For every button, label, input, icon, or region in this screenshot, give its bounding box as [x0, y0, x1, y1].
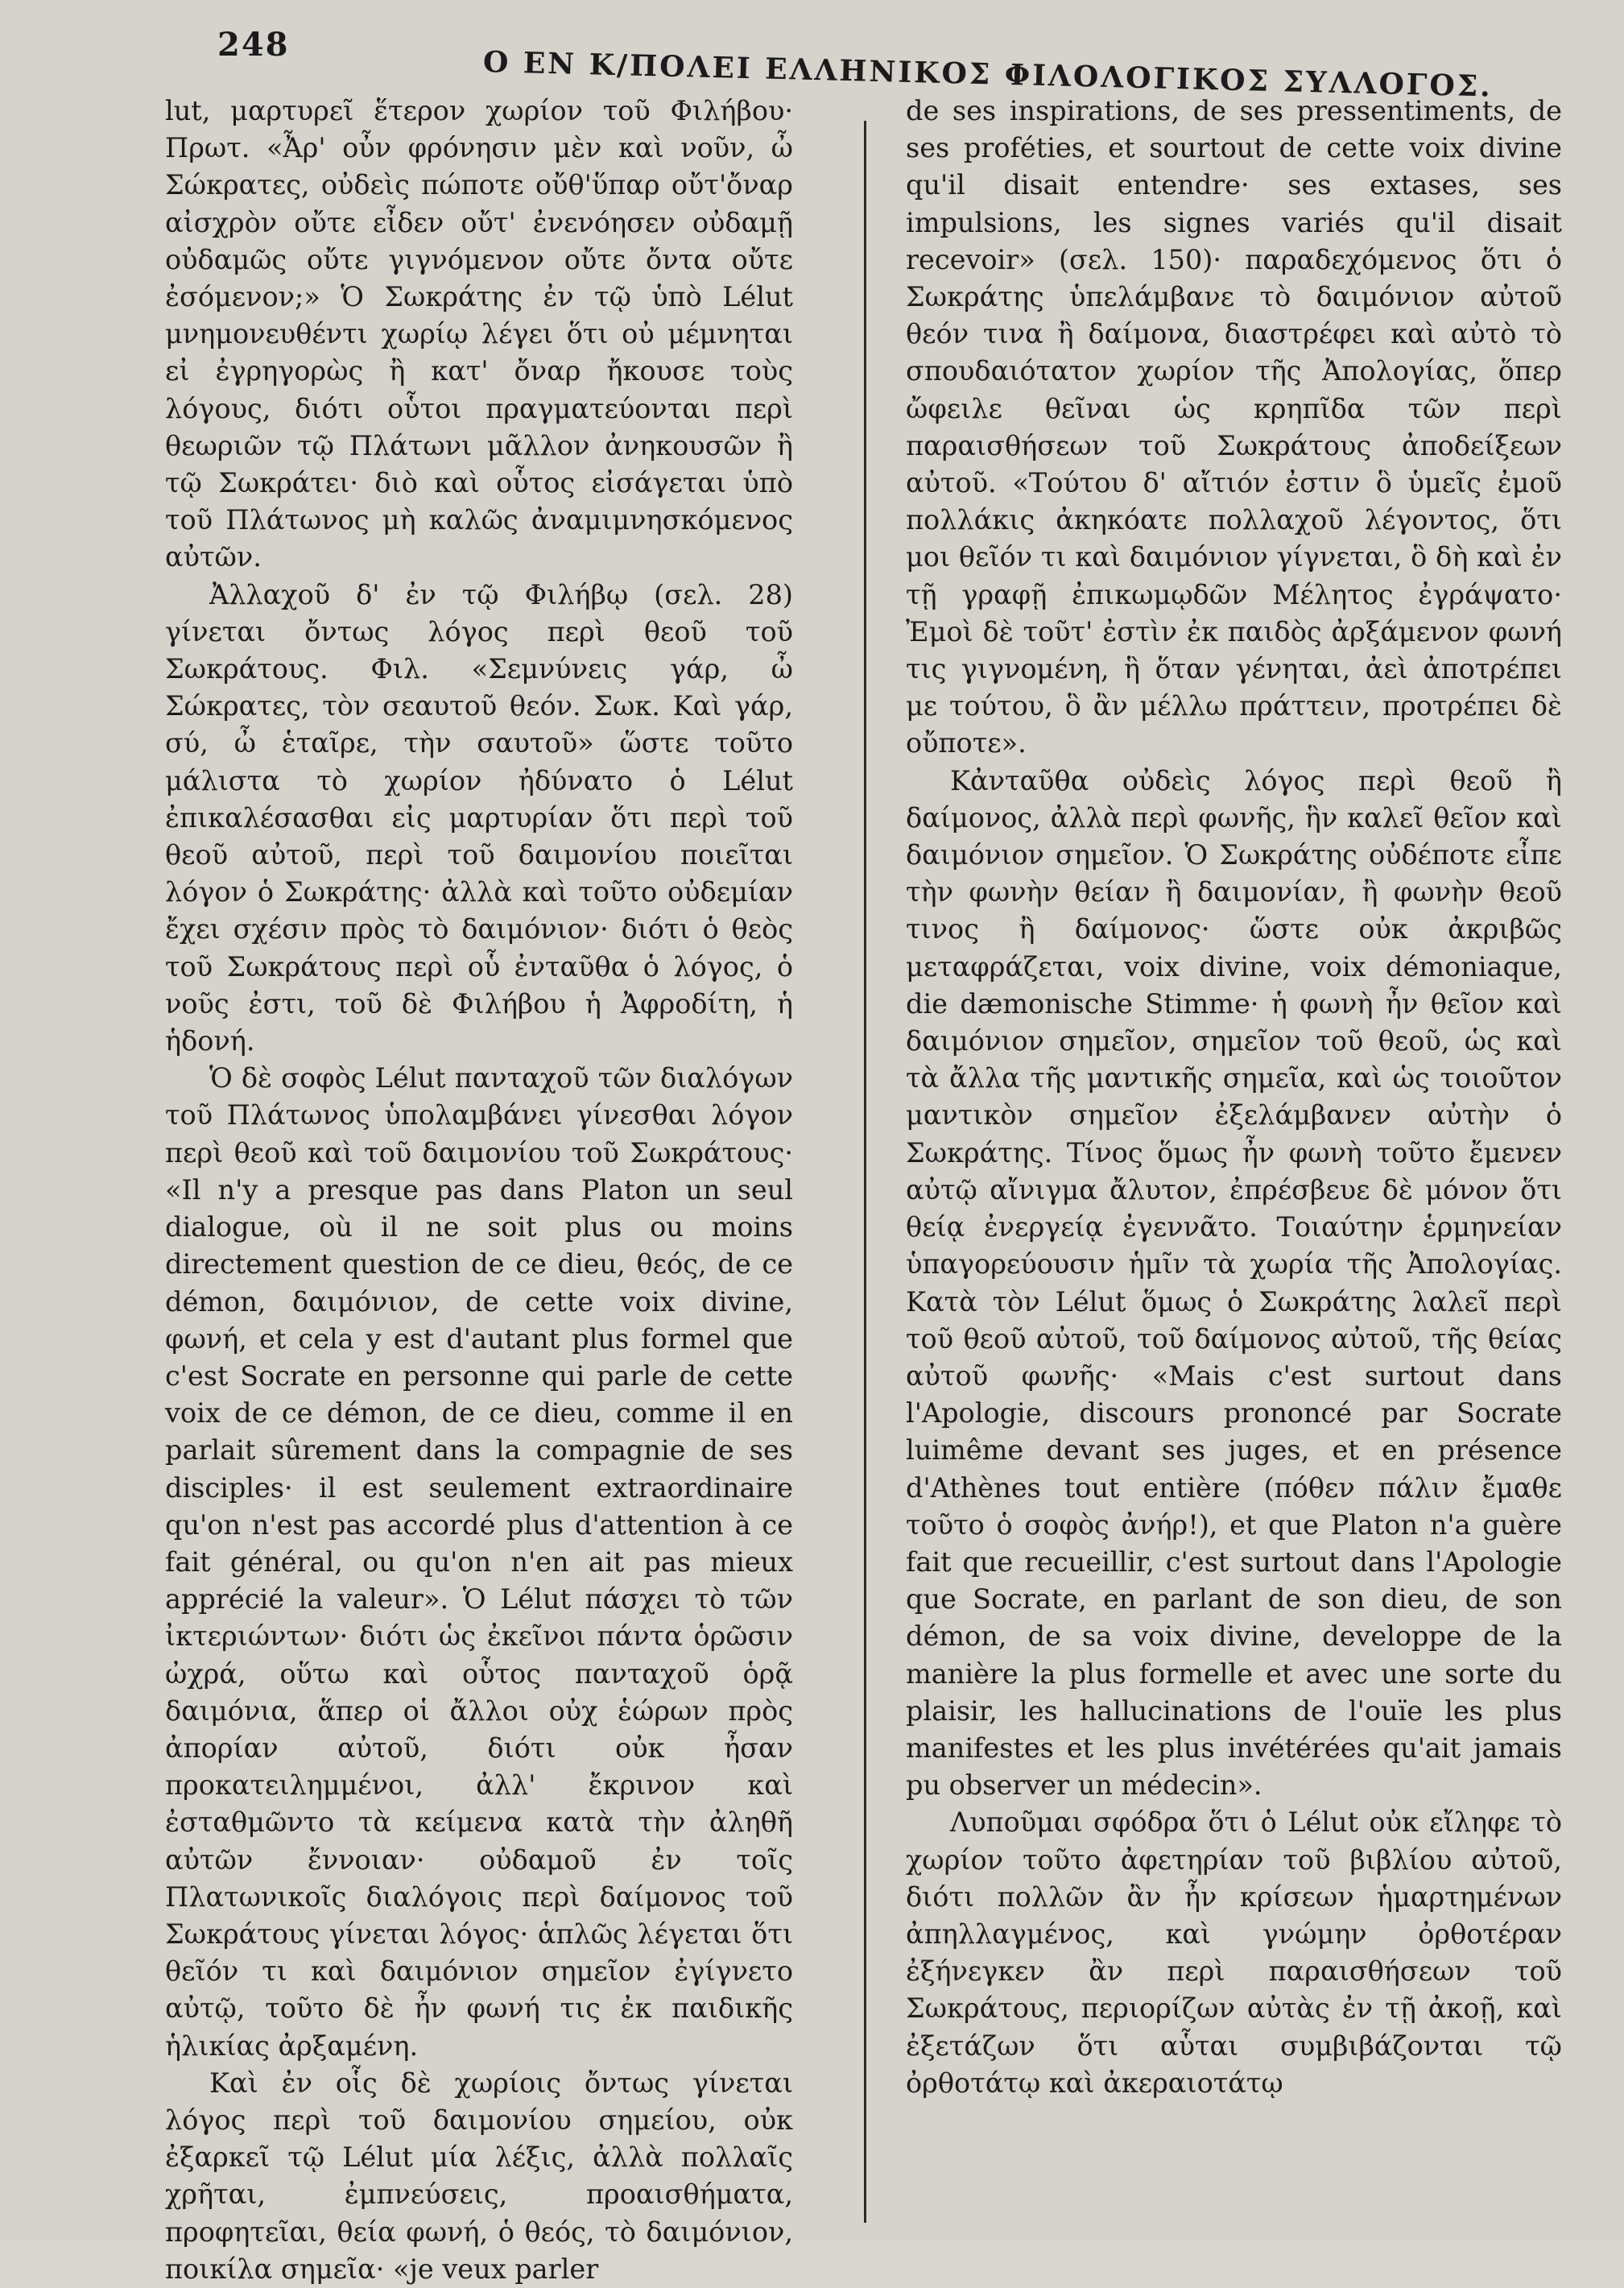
page-header — [217, 18, 1554, 104]
paragraph: Καὶ ἐν οἷς δὲ χωρίοις ὄντως γίνεται λόγος περὶ τοῦ δαιμονίου σημείου, οὐκ ἐξαρκεῖ τῷ Lélut μία λέξις, ἀλλὰ πολλαῖς χρῆται, ἐμπνεύσεις, προαισθήματα, προφητεῖαι, θεία φωνή, ὁ θεός, τὸ δαιμόνιον, ποικίλα σημεῖα· «je veux parler — [165, 2067, 793, 2285]
paragraph: Κἀνταῦθα οὐδεὶς λόγος περὶ θεοῦ ἢ δαίμονος, ἀλλὰ περὶ φωνῆς, ἣν καλεῖ θεῖον καὶ δαιμόνιον σημεῖον. Ὁ Σωκράτης οὐδέποτε εἶπε τὴν φωνὴν θείαν ἢ δαιμονίαν, ἢ φωνὴν θεοῦ τινος ἢ δαίμονος· ὥστε οὐκ ἀκριβῶς μεταφράζεται, voix divine, voix démoniaque, die dæmonische Stimme· ἡ φωνὴ ἦν θεῖον καὶ δαιμόνιον σημεῖον, σημεῖον τοῦ θεοῦ, ὡς καὶ τὰ ἄλλα τῆς μαντικῆς σημεῖα, καὶ ὡς τοιοῦτον μαντικὸν σημεῖον ἐξελάμβανεν αὐτὴν ὁ Σωκράτης. Τίνος ὅμως ἦν φωνὴ τοῦτο ἔμενεν αὐτῷ αἴνιγμα ἄλυτον, ἐπρέσβευε δὲ μόνον ὅτι θείᾳ ἐνεργείᾳ ἐγεννᾶτο. Τοιαύτην ἑρμηνείαν ὑπαγορεύουσιν ἡμῖν τὰ χωρία τῆς Ἀπολογίας. Κατὰ τὸν Lélut ὅμως ὁ Σωκράτης λαλεῖ περὶ τοῦ θεοῦ αὐτοῦ, τοῦ δαίμονος αὐτοῦ, τῆς θείας αὐτοῦ φωνῆς· «Mais c'est surtout dans l'Apologie, discours prononcé par Socrate luimême devant ses juges, et en présence d'Athènes tout entière (πόθεν πάλιν ἔμαθε τοῦτο ὁ σοφὸς ἀνήρ!), et que Platon n'a guère fait que recueillir, c'est surtout dans l'Apologie que Socrate, en parlant de son dieu, de son démon, de sa voix divine, developpe de la manière la plus formelle et avec une sorte du plaisir, les hallucinations de l'ouïe les plus manifestes et les plus invétérées qu'ait jamais pu observer un médecin». — [906, 764, 1562, 1802]
paragraph: Λυποῦμαι σφόδρα ὅτι ὁ Lélut οὐκ εἴληφε τὸ χωρίον τοῦτο ἀφετηρίαν τοῦ βιβλίου αὐτοῦ, διότι πολλῶν ἂν ἦν κρίσεων ἡμαρτημένων ἀπηλλαγμένος, καὶ γνώμην ὀρθοτέραν ἐξήνεγκεν ἂν περὶ παραισθήσεων τοῦ Σωκράτους, περιορίζων αὐτὰς ἐν τῇ ἀκοῇ, καὶ ἐξετάζων ὅτι αὗται συμβιβάζονται τῷ ὀρθοτάτῳ καὶ ἀκεραιοτάτῳ — [906, 1806, 1562, 2099]
column-divider — [864, 121, 866, 2223]
paragraph: de ses inspirations, de ses pressentiments, de ses proféties, et sourtout de cette voix divine qu'il disait entendre· ses extases, ses impulsions, les signes variés qu'il disait recevoir» (σελ. 150)· παραδεχόμενος ὅτι ὁ Σωκράτης ὑπελάμβανε τὸ δαιμόνιον αὐτοῦ θεόν τινα ἢ δαίμονα, διαστρέφει καὶ αὐτὸ τὸ σπουδαιότατον χωρίον τῆς Ἀπολογίας, ὅπερ ὤφειλε θεῖναι ὡς κρηπῖδα τῶν περὶ παραισθήσεων τοῦ Σωκράτους ἀποδείξεων αὐτοῦ. «Τούτου δ' αἴτιόν ἐστιν ὃ ὑμεῖς ἐμοῦ πολλάκις ἀκηκόατε πολλαχοῦ λέγοντος, ὅτι μοι θεῖόν τι καὶ δαιμόνιον γίγνεται, ὃ δὴ καὶ ἐν τῇ γραφῇ ἐπικωμῳδῶν Μέλητος ἐγράψατο· Ἐμοὶ δὲ τοῦτ' ἐστὶν ἐκ παιδὸς ἀρξάμενον φωνή τις γιγνομένη, ἣ ὅταν γένηται, ἀεὶ ἀποτρέπει με τούτου, ὃ ἂν μέλλω πράττειν, προτρέπει δὲ οὔποτε». — [906, 95, 1562, 759]
left-column — [165, 93, 793, 2288]
paragraph: Ὁ δὲ σοφὸς Lélut πανταχοῦ τῶν διαλόγων τοῦ Πλάτωνος ὑπολαμβάνει γίνεσθαι λόγον περὶ θεοῦ καὶ τοῦ δαιμονίου τοῦ Σωκράτους· «Il n'y a presque pas dans Platon un seul dialogue, où il ne soit plus ou moins directement question de ce dieu, θεός, de ce démon, δαιμόνιον, de cette voix divine, φωνή, et cela y est d'autant plus formel que c'est Socrate en personne qui parle de cette voix de ce démon, de ce dieu, comme il en parlait sûrement dans la compagnie de ses disciples· il est seulement extraordinaire qu'on n'est pas accordé plus d'attention à ce fait général, ou qu'on n'en ait pas mieux apprécié la valeur». Ὁ Lélut πάσχει τὸ τῶν ἰκτεριώντων· διότι ὡς ἐκεῖνοι πάντα ὁρῶσιν ὠχρά, οὕτω καὶ οὗτος πανταχοῦ ὁρᾷ δαιμόνια, ἅπερ οἱ ἄλλοι οὐχ ἑώρων πρὸς ἀπορίαν αὐτοῦ, διότι οὐκ ἦσαν προκατειλημμένοι, ἀλλ' ἔκρινον καὶ ἐσταθμῶντο τὰ κείμενα κατὰ τὴν ἀληθῆ αὐτῶν ἔννοιαν· οὐδαμοῦ ἐν τοῖς Πλατωνικοῖς διαλόγοις περὶ δαίμονος τοῦ Σωκράτους γίνεται λόγος· ἁπλῶς λέγεται ὅτι θεῖόν τι καὶ δαιμόνιον σημεῖον ἐγίγνετο αὐτῷ, τοῦτο δὲ ἦν φωνή τις ἐκ παιδικῆς ἡλικίας ἀρξαμένη. — [165, 1062, 793, 2062]
paragraph: lut, μαρτυρεῖ ἕτερον χωρίον τοῦ Φιλήβου· Πρωτ. «Ἆρ' οὖν φρόνησιν μὲν καὶ νοῦν, ὦ Σώκρατες, οὐδεὶς πώποτε οὔθ'ὕπαρ οὔτ'ὄναρ αἰσχρὸν οὔτε εἶδεν οὔτ' ἐνενόησεν οὐδαμῇ οὐδαμῶς οὔτε γιγνόμενον οὔτε ὄντα οὔτε ἐσόμενον;» Ὁ Σωκράτης ἐν τῷ ὑπὸ Lélut μνημονευθέντι χωρίῳ λέγει ὅτι οὐ μέμνηται εἰ ἐγρηγορὼς ἢ κατ' ὄναρ ἤκουσε τοὺς λόγους, διότι οὗτοι πραγματεύονται περὶ θεωριῶν τῷ Πλάτωνι μᾶλλον ἀνηκουσῶν ἢ τῷ Σωκράτει· διὸ καὶ οὗτος εἰσάγεται ὑπὸ τοῦ Πλάτωνος μὴ καλῶς ἀναμιμνησκόμενος αὐτῶν. — [165, 95, 793, 573]
running-title: Ο ΕΝ Κ/ΠΟΛΕΙ ΕΛΛΗΝΙΚΟΣ ΦΙΛΟΛΟΓΙΚΟΣ ΣΥΛΛΟΓΟΣ. — [482, 45, 1494, 104]
page-number: 248 — [217, 26, 290, 64]
right-column — [906, 93, 1562, 2102]
paragraph: Ἀλλαχοῦ δ' ἐν τῷ Φιλήβῳ (σελ. 28) γίνεται ὄντως λόγος περὶ θεοῦ τοῦ Σωκράτους. Φιλ. «Σεμνύνεις γάρ, ὦ Σώκρατες, τὸν σεαυτοῦ θεόν. Σωκ. Καὶ γάρ, σύ, ὦ ἑταῖρε, τὴν σαυτοῦ» ὥστε τοῦτο μάλιστα τὸ χωρίον ἠδύνατο ὁ Lélut ἐπικαλέσασθαι εἰς μαρτυρίαν ὅτι περὶ τοῦ θεοῦ αὐτοῦ, περὶ τοῦ δαιμονίου ποιεῖται λόγον ὁ Σωκράτης· ἀλλὰ καὶ τοῦτο οὐδεμίαν ἔχει σχέσιν πρὸς τὸ δαιμόνιον· διότι ὁ θεὸς τοῦ Σωκράτους περὶ οὗ ἐνταῦθα ὁ λόγος, ὁ νοῦς ἐστι, τοῦ δὲ Φιλήβου ἡ Ἀφροδίτη, ἡ ἡδονή. — [165, 578, 793, 1057]
